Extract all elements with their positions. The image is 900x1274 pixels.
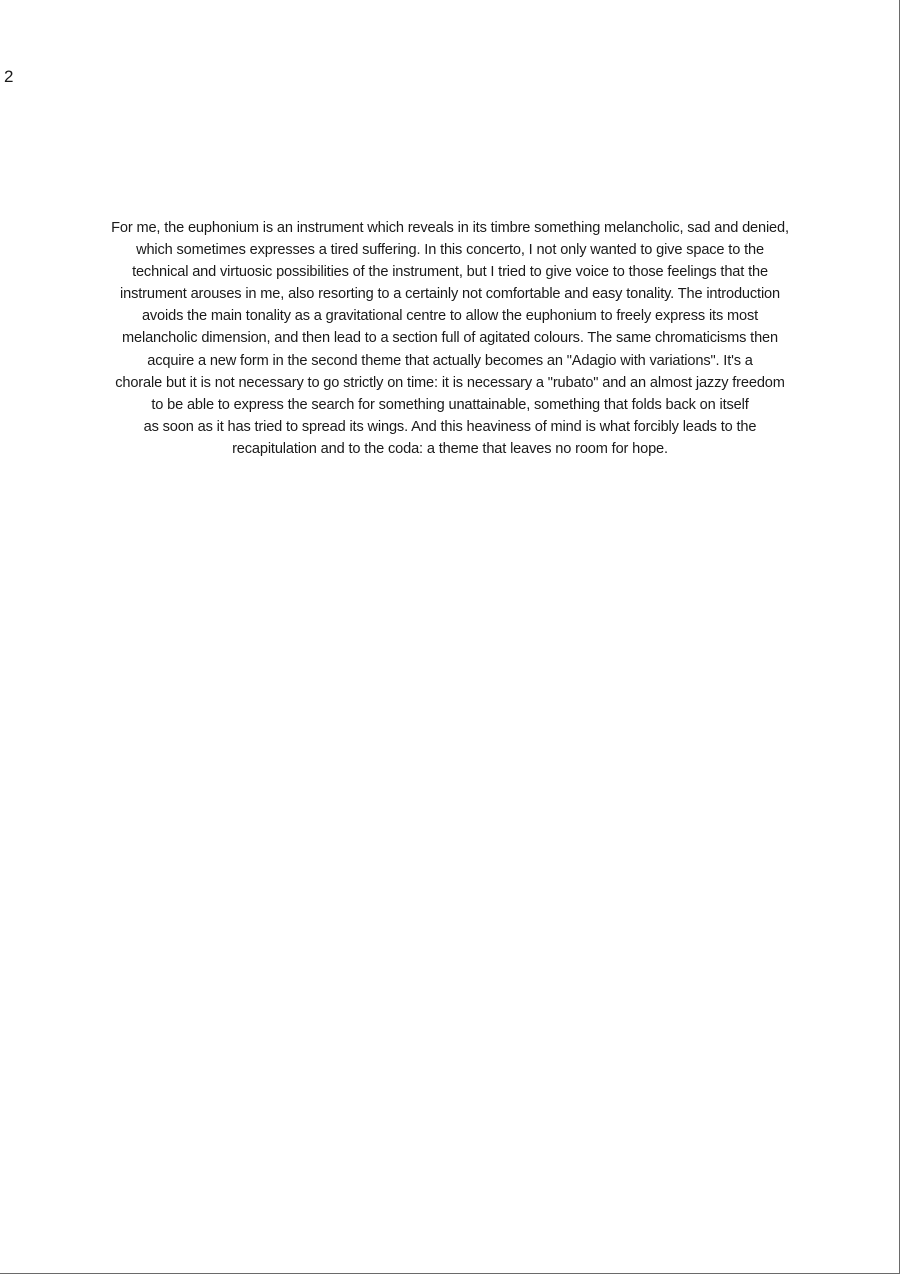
paragraph-line: which sometimes expresses a tired suffering. In this concerto, I not only wanted to give space to the	[136, 242, 764, 259]
paragraph-line: technical and virtuosic possibilities of the instrument, but I tried to give voice to those feelings that the	[132, 264, 768, 281]
paragraph-line: acquire a new form in the second theme that actually becomes an "Adagio with variations". It's a	[147, 352, 753, 369]
paragraph-line: For me, the euphonium is an instrument which reveals in its timbre something melancholic, sad and denied,	[111, 220, 789, 236]
paragraph-line: avoids the main tonality as a gravitational centre to allow the euphonium to freely express its most	[141, 308, 759, 325]
paragraph-line: recapitulation and to the coda: a theme that leaves no room for hope.	[232, 440, 668, 457]
paragraph-line: instrument arouses in me, also resorting to a certainly not comfortable and easy tonality. The introduction	[120, 286, 780, 303]
program-note-paragraph	[40, 217, 860, 460]
paragraph-line: melancholic dimension, and then lead to a section full of agitated colours. The same chromaticisms then	[122, 330, 778, 347]
paragraph-line: to be able to express the search for something unattainable, something that folds back on itself	[151, 396, 749, 413]
paragraph-line: as soon as it has tried to spread its wings. And this heaviness of mind is what forcibly leads to the	[143, 418, 757, 435]
paragraph-line: chorale but it is not necessary to go strictly on time: it is necessary a "rubato" and an almost jazzy freedom	[115, 374, 785, 391]
page-number: 2	[4, 67, 14, 86]
